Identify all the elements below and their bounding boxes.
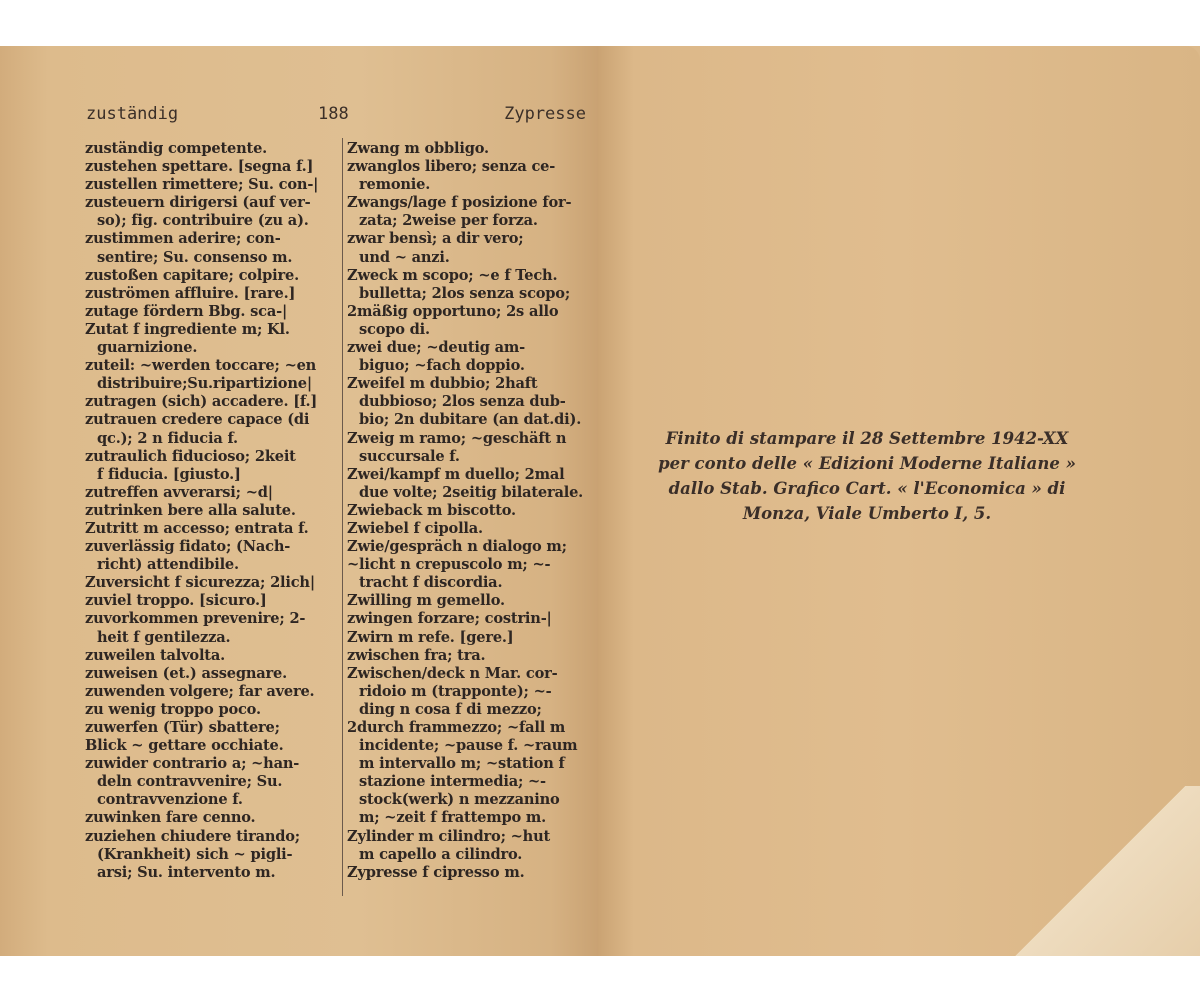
dictionary-line: Zweifel m dubbio; 2haft bbox=[347, 375, 538, 393]
dictionary-line: zuverlässig fidato; (Nach- bbox=[85, 538, 291, 556]
dictionary-line: ridoio m (trapponte); ~- bbox=[359, 682, 552, 700]
dictionary-line: dubbioso; 2los senza dub- bbox=[359, 393, 566, 411]
dictionary-line: zuströmen affluire. [rare.] bbox=[85, 284, 296, 302]
dictionary-line: stazione intermedia; ~- bbox=[359, 773, 546, 791]
dictionary-line: Zylinder m cilindro; ~hut bbox=[347, 827, 551, 845]
dictionary-line: zustoßen capitare; colpire. bbox=[85, 266, 299, 284]
dictionary-line: so); fig. contribuire (zu a). bbox=[97, 212, 309, 230]
dictionary-line: zuwerfen (Tür) sbattere; bbox=[85, 719, 280, 736]
dictionary-line: guarnizione. bbox=[97, 339, 198, 357]
dictionary-line: 2mäßig opportuno; 2s allo bbox=[347, 302, 559, 320]
dictionary-line: arsi; Su. intervento m. bbox=[97, 863, 276, 881]
dictionary-column-1 bbox=[85, 140, 335, 882]
dictionary-line: zuviel troppo. [sicuro.] bbox=[85, 592, 267, 610]
dictionary-line: zutrinken bere alla salute. bbox=[85, 501, 296, 519]
dictionary-line: zwischen fra; tra. bbox=[347, 646, 486, 664]
dictionary-line: scopo di. bbox=[359, 320, 430, 338]
dictionary-line: zwar bensì; a dir vero; bbox=[347, 230, 524, 248]
dictionary-line: m capello a cilindro. bbox=[359, 845, 523, 863]
dictionary-line: Zwirn m refe. [gere.] bbox=[347, 628, 514, 646]
column-divider bbox=[342, 138, 343, 896]
dictionary-line: bio; 2n dubitare (an dat.di). bbox=[359, 411, 582, 429]
dictionary-line: Zypresse f cipresso m. bbox=[347, 863, 525, 881]
colophon bbox=[612, 426, 1122, 526]
dictionary-line: zuwider contrario a; ~han- bbox=[85, 755, 300, 773]
dictionary-line: zuwinken fare cenno. bbox=[85, 809, 256, 827]
dictionary-line: zwingen forzare; costrin-| bbox=[347, 610, 552, 628]
dictionary-line: ~licht n crepuscolo m; ~- bbox=[347, 556, 551, 574]
dictionary-line: Zutat f ingrediente m; Kl. bbox=[85, 320, 290, 338]
dictionary-line: und ~ anzi. bbox=[359, 248, 450, 266]
dictionary-line: ding n cosa f di mezzo; bbox=[359, 700, 542, 718]
dictionary-line: due volte; 2seitig bilaterale. bbox=[359, 483, 584, 501]
dictionary-line: zuweilen talvolta. bbox=[85, 646, 225, 664]
dictionary-line: incidente; ~pause f. ~raum bbox=[359, 737, 578, 755]
dictionary-line: bulletta; 2los senza scopo; bbox=[359, 284, 571, 302]
dictionary-line: richt) attendibile. bbox=[97, 556, 239, 574]
dictionary-line: zuvorkommen prevenire; 2- bbox=[85, 610, 306, 628]
dictionary-line: Blick ~ gettare occhiate. bbox=[85, 737, 284, 755]
dictionary-line: zuwenden volgere; far avere. bbox=[85, 682, 315, 700]
dictionary-line: biguo; ~fach doppio. bbox=[359, 357, 525, 375]
dictionary-line: zutreffen avverarsi; ~d| bbox=[85, 483, 273, 501]
dictionary-line: Zwischen/deck n Mar. cor- bbox=[347, 664, 558, 682]
dictionary-line: Zwieback m biscotto. bbox=[347, 501, 516, 519]
dictionary-line: Zweck m scopo; ~e f Tech. bbox=[347, 266, 558, 284]
dictionary-line: distribuire;Su.ripartizione| bbox=[97, 375, 312, 393]
first-headword: zuständig bbox=[86, 104, 179, 124]
open-book bbox=[0, 46, 1200, 956]
dictionary-line: Zuversicht f sicurezza; 2lich| bbox=[85, 574, 315, 592]
dictionary-line: zata; 2weise per forza. bbox=[359, 212, 538, 230]
dictionary-line: Zwilling m gemello. bbox=[347, 592, 505, 610]
dictionary-line: contravvenzione f. bbox=[97, 791, 243, 809]
dictionary-line: remonie. bbox=[359, 176, 431, 194]
dictionary-line: zu wenig troppo poco. bbox=[85, 700, 261, 718]
dictionary-line: zusteuern dirigersi (auf ver- bbox=[85, 194, 311, 212]
dictionary-line: Zweig m ramo; ~geschäft n bbox=[347, 429, 567, 447]
dictionary-line: zutraulich fiducioso; 2keit bbox=[85, 447, 296, 465]
dictionary-line: heit f gentilezza. bbox=[97, 628, 231, 646]
dictionary-line: zutragen (sich) accadere. [f.] bbox=[85, 393, 318, 411]
folded-corner bbox=[1000, 786, 1200, 956]
left-page bbox=[0, 46, 598, 956]
dictionary-line: zustimmen aderire; con- bbox=[85, 230, 281, 248]
dictionary-line: f fiducia. [giusto.] bbox=[97, 465, 241, 483]
last-headword: Zypresse bbox=[504, 104, 586, 124]
colophon-line: Monza, Viale Umberto I, 5. bbox=[742, 504, 992, 523]
dictionary-line: zutage fördern Bbg. sca-| bbox=[85, 302, 288, 320]
dictionary-line: Zwei/kampf m duello; 2mal bbox=[347, 465, 565, 483]
dictionary-line: zuziehen chiudere tirando; bbox=[85, 827, 300, 845]
dictionary-line: m; ~zeit f frattempo m. bbox=[359, 809, 547, 827]
dictionary-line: m intervallo m; ~station f bbox=[359, 755, 565, 773]
dictionary-line: Zwiebel f cipolla. bbox=[347, 519, 483, 537]
dictionary-line: zuteil: ~werden toccare; ~en bbox=[85, 357, 317, 375]
dictionary-line: Zutritt m accesso; entrata f. bbox=[85, 519, 309, 537]
dictionary-line: 2durch frammezzo; ~fall m bbox=[347, 719, 566, 736]
dictionary-line: (Krankheit) sich ~ pigli- bbox=[97, 845, 293, 863]
dictionary-line: succursale f. bbox=[359, 447, 460, 465]
dictionary-line: zuweisen (et.) assegnare. bbox=[85, 664, 287, 682]
dictionary-line: zuständig competente. bbox=[85, 140, 268, 157]
dictionary-line: Zwie/gespräch n dialogo m; bbox=[347, 538, 567, 556]
dictionary-column-2 bbox=[347, 140, 597, 882]
page-number: 188 bbox=[318, 104, 349, 124]
dictionary-line: zwanglos libero; senza ce- bbox=[347, 158, 556, 176]
dictionary-line: sentire; Su. consenso m. bbox=[97, 248, 293, 266]
dictionary-line: stock(werk) n mezzanino bbox=[359, 791, 560, 809]
dictionary-line: Zwang m obbligo. bbox=[347, 140, 489, 157]
dictionary-line: zutrauen credere capace (di bbox=[85, 411, 310, 429]
page-header bbox=[86, 104, 590, 126]
dictionary-line: Zwangs/lage f posizione for- bbox=[347, 194, 572, 212]
dictionary-line: qc.); 2 n fiducia f. bbox=[97, 429, 238, 447]
dictionary-line: tracht f discordia. bbox=[359, 574, 503, 592]
dictionary-line: zwei due; ~deutig am- bbox=[347, 339, 525, 357]
colophon-line: dallo Stab. Grafico Cart. « l'Economica » di bbox=[668, 479, 1066, 498]
dictionary-line: zustellen rimettere; Su. con-| bbox=[85, 176, 319, 194]
dictionary-line: zustehen spettare. [segna f.] bbox=[85, 158, 314, 176]
dictionary-line: deln contravvenire; Su. bbox=[97, 773, 283, 791]
colophon-line: per conto delle « Edizioni Moderne Italiane » bbox=[658, 454, 1076, 473]
colophon-line: Finito di stampare il 28 Settembre 1942-XX bbox=[665, 429, 1069, 448]
